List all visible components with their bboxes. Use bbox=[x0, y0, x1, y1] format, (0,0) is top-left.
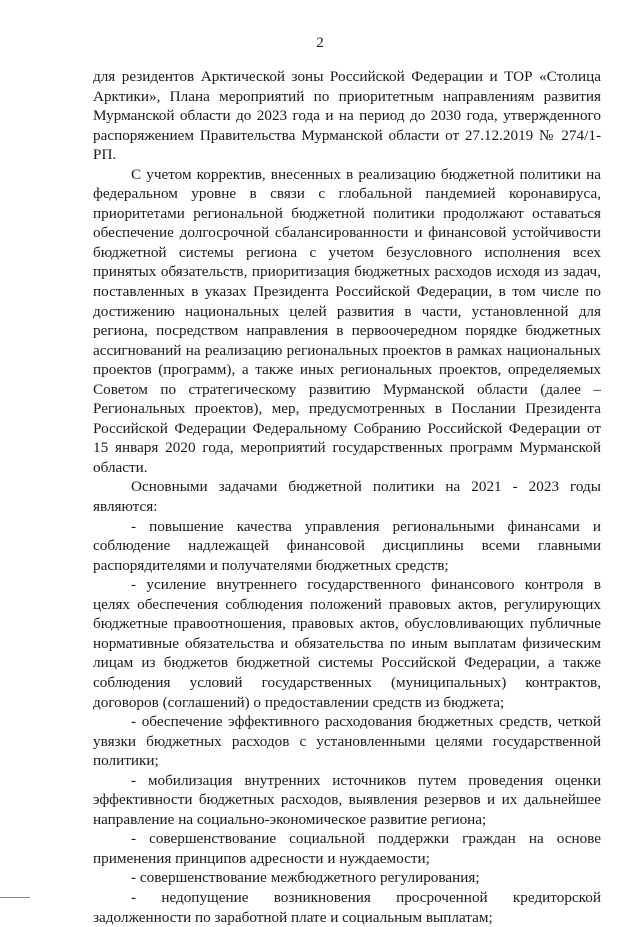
paragraph-main-tasks: Основными задачами бюджетной политики на 2021 - 2023 годы являются: bbox=[93, 478, 601, 516]
list-item-effective-spending: - обеспечение эффективного расходования бюджетных средств, четкой увязки бюджетных расходов с установленными целями государственной политики; bbox=[93, 713, 601, 770]
list-item-interbudget-regulation: - совершенствование межбюджетного регулирования; bbox=[131, 869, 480, 887]
list-item-finance-management: - повышение качества управления региональными финансами и соблюдение надлежащей финансовой дисциплины всеми главными распорядителями и получателями бюджетных средств; bbox=[93, 517, 601, 574]
list-item-no-overdue-debt: - недопущение возникновения просроченной кредиторской задолженности по заработной плате и социальным выплатам; bbox=[93, 888, 601, 926]
page-number: 2 bbox=[316, 35, 324, 51]
document-body bbox=[93, 67, 601, 927]
scan-edge-mark bbox=[0, 897, 30, 898]
paragraph-budget-priorities: С учетом корректив, внесенных в реализацию бюджетной политики на федеральном уровне в связи с глобальной пандемией коронавируса, приоритетами региональной бюджетной политики продолжают оставаться обеспечение долгосрочной сбалансированности и финансовой устойчивости бюджетной системы региона с учетом безусловного исполнения всех принятых обязательств, приоритизация бюджетных расходов исходя из задач, поставленных в указах Президента Российской Федерации, в том числе по достижению национальных целей развития в части, установленной для региона, посредством направления в первоочередном порядке бюджетных ассигнований на реализацию региональных проектов в рамках национальных проектов (программ), а также иных региональных проектов, определяемых Советом по стратегическому развитию Мурманской области (далее – Региональных проектов), мер, предусмотренных в Послании Президента Российской Федерации Федеральному Собранию Российской Федерации от 15 января 2020 года, мероприятий государственных программ Мурманской области. bbox=[93, 165, 601, 476]
list-item-social-support: - совершенствование социальной поддержки граждан на основе применения принципов адресности и нуждаемости; bbox=[93, 830, 601, 867]
list-item-internal-sources: - мобилизация внутренних источников путем проведения оценки эффективности бюджетных расходов, выявления резервов и их дальнейшее направление на социально-экономическое развитие региона; bbox=[93, 771, 601, 828]
paragraph-intro-continuation: для резидентов Арктической зоны Российской Федерации и ТОР «Столица Арктики», Плана мероприятий по приоритетным направлениям развития Мурманской области до 2023 года и на период до 2030 года, утвержденного распоряжением Правительства Мурманской области от 27.12.2019 № 274/1-РП. bbox=[93, 68, 601, 164]
list-item-financial-control: - усиление внутреннего государственного финансового контроля в целях обеспечения соблюдения положений правовых актов, регулирующих бюджетные правоотношения, правовых актов, обусловливающих публичные нормативные обязательства и обязательства по иным выплатам физическим лицам из бюджетов бюджетной системы Российской Федерации, а также соблюдения условий государственных (муниципальных) контрактов, договоров (соглашений) о предоставлении средств из бюджета; bbox=[93, 576, 601, 711]
